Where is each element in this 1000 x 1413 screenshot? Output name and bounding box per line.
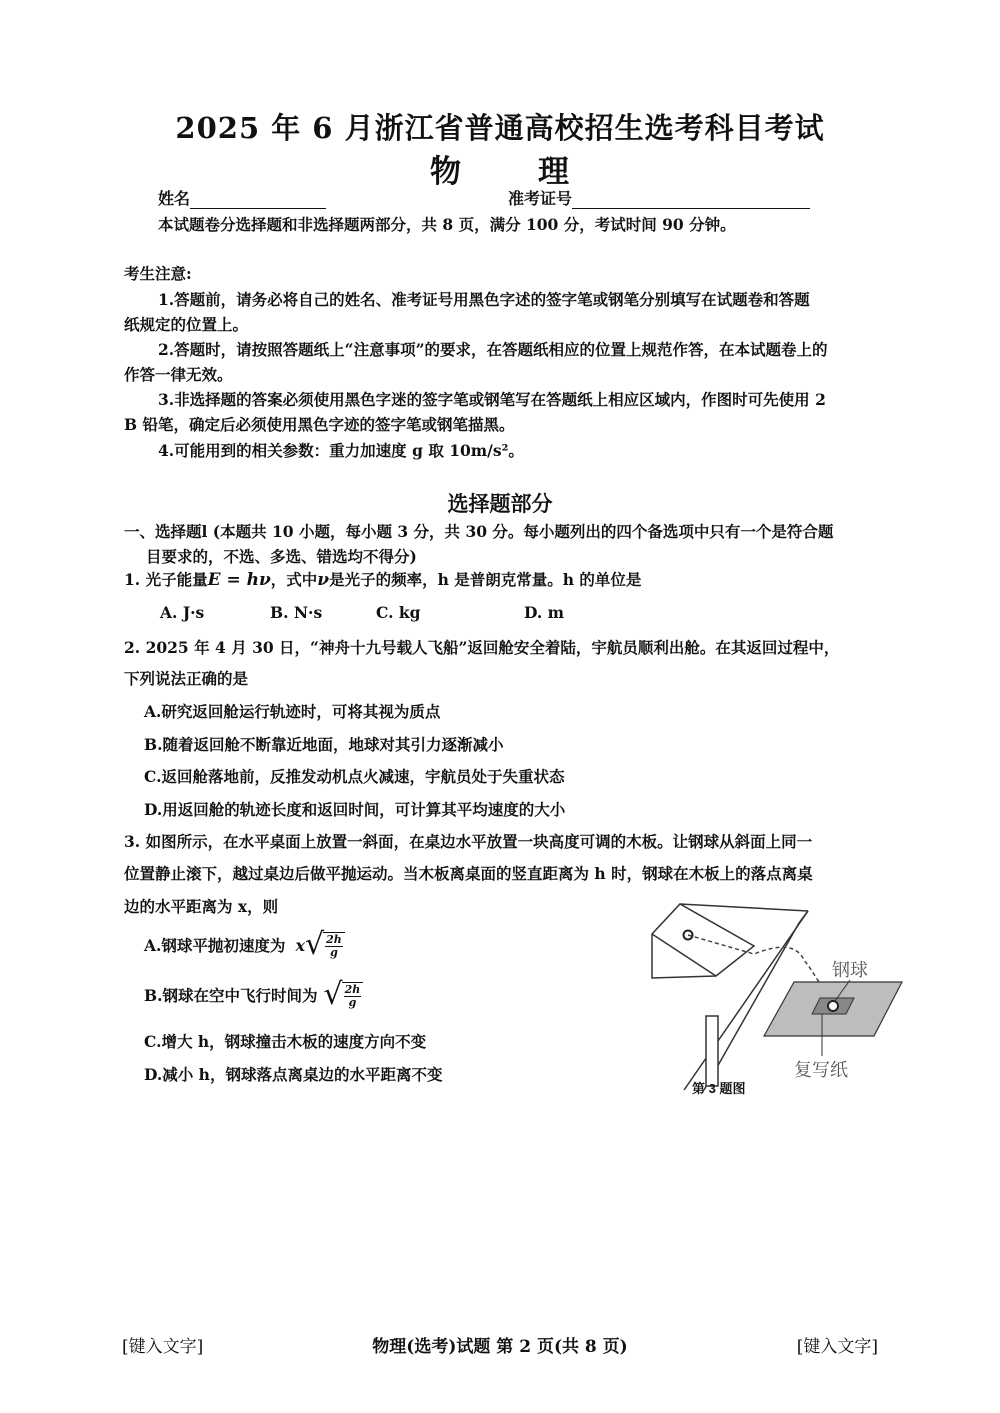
footer-page-info: 物理(选考)试题 第 2 页(共 8 页) xyxy=(372,1337,628,1357)
notice-heading: 考生注意: xyxy=(124,264,192,283)
section-heading: 选择题部分 xyxy=(447,491,553,516)
figure-caption: 第 3 题图 xyxy=(692,1081,746,1096)
id-field[interactable] xyxy=(508,186,810,209)
id-label: 准考证号 xyxy=(508,189,573,208)
name-field[interactable] xyxy=(158,186,326,209)
q1-prefix: 1. 光子能量 xyxy=(124,570,208,589)
question-2-stem-line2: 下列说法正确的是 xyxy=(124,669,249,688)
question-3-figure xyxy=(644,898,906,1104)
q2-option-d[interactable]: D.用返回舱的轨迹长度和返回时间，可计算其平均速度的大小 xyxy=(144,800,566,819)
ball-landing-icon xyxy=(828,1001,838,1011)
notice-item-4: 4.可能用到的相关参数：重力加速度 g 取 10m/s²。 xyxy=(158,441,524,460)
q1-option-c[interactable]: C. kg xyxy=(376,603,421,622)
notice-item-2-line1: 2.答题时，请按照答题纸上“注意事项”的要求，在答题纸相应的位置上规范作答，在本试题卷上的 xyxy=(158,340,828,359)
q3-option-a-sqrt: √ $\frac{2h}{g}$ xyxy=(305,930,345,960)
notice-item-1-line2: 纸规定的位置上。 xyxy=(124,315,249,334)
q1-option-a[interactable]: A. J·s xyxy=(160,603,205,622)
section-instruction-line1: 一、选择题l (本题共 10 小题，每小题 3 分，共 30 分。每小题列出的四个备选项中只有一个是符合题 xyxy=(124,522,834,541)
question-3-stem-line1: 3. 如图所示，在水平桌面上放置一斜面，在桌边水平放置一块高度可调的木板。让钢球从斜面上同一 xyxy=(124,832,813,851)
notice-item-2-line2: 作答一律无效。 xyxy=(124,365,233,384)
q3-option-b-sqrt: √ $\frac{2h}{g}$ xyxy=(324,980,364,1010)
exam-title: 2025 年 6 月浙江省普通高校招生选考科目考试 xyxy=(175,111,825,145)
section-instruction-line2: 目要求的，不选、多选、错选均不得分) xyxy=(146,547,417,566)
notice-item-3-line2: B 铅笔，确定后必须使用黑色字迹的签字笔或钢笔描黑。 xyxy=(124,415,515,434)
notice-item-3-line1: 3.非选择题的答案必须使用黑色字迷的签字笔或钢笔写在答题纸上相应区域内，作图时可先使用 2 xyxy=(158,390,826,409)
subject-char-1: 物 xyxy=(430,154,462,190)
exam-description: 本试题卷分选择题和非选择题两部分，共 8 页，满分 100 分，考试时间 90 分钟。 xyxy=(158,215,736,234)
q1-option-b[interactable]: B. N·s xyxy=(270,603,323,622)
q3-option-a-x: x xyxy=(295,935,305,955)
q3-option-a-text: A.钢球平抛初速度为 xyxy=(144,936,286,955)
q2-option-b[interactable]: B.随着返回舱不断靠近地面，地球对其引力逐渐减小 xyxy=(144,735,504,754)
q1-mid: ，式中 xyxy=(270,570,318,589)
table-corner xyxy=(799,911,808,923)
q1-option-d[interactable]: D. m xyxy=(524,603,565,622)
name-label: 姓名 xyxy=(158,189,191,208)
label-carbon-paper: 复写纸 xyxy=(794,1060,848,1081)
question-3-diagram xyxy=(644,898,906,1104)
label-ball: 钢球 xyxy=(832,960,868,981)
q3-option-c[interactable]: C.增大 h，钢球撞击木板的速度方向不变 xyxy=(144,1032,427,1051)
q3-option-b-denominator: g xyxy=(348,995,357,1009)
id-blank[interactable] xyxy=(572,192,810,209)
q3-option-d[interactable]: D.减小 h，钢球落点离桌边的水平距离不变 xyxy=(144,1065,443,1084)
q3-option-a-numerator: 2h xyxy=(326,932,342,946)
q1-nu: ν xyxy=(317,570,330,590)
q1-suffix: 是光子的频率，h 是普朗克常量。h 的单位是 xyxy=(329,570,642,589)
footer-left: [键入文字] xyxy=(122,1337,204,1357)
q3-option-b-numerator: 2h xyxy=(344,982,361,996)
question-3-stem-line2: 位置静止滚下，越过桌边后做平抛运动。当木板离桌面的竖直距离为 h 时，钢球在木板上的落点离桌 xyxy=(124,864,813,883)
subject-char-2: 理 xyxy=(538,154,570,190)
question-2-stem-line1: 2. 2025 年 4 月 30 日，“神舟十九号载人飞船”返回舱安全着陆，宇航员顺利出舱。在其返回过程中， xyxy=(124,638,840,657)
q3-option-b-text: B.钢球在空中飞行时间为 xyxy=(144,986,318,1005)
q3-option-a[interactable] xyxy=(144,927,345,962)
subject-title xyxy=(0,146,1000,191)
q1-formula: E = hν xyxy=(207,570,271,590)
q2-option-c[interactable]: C.返回舱落地前，反推发动机点火减速，宇航员处于失重状态 xyxy=(144,767,565,786)
name-blank[interactable] xyxy=(190,192,326,209)
notice-item-1-line1: 1.答题前，请务必将自己的姓名、准考证号用黑色字述的签字笔或钢笔分别填写在试题卷和答题 xyxy=(158,290,810,309)
q3-option-b[interactable] xyxy=(144,977,363,1012)
question-3-stem-line3: 边的水平距离为 x，则 xyxy=(124,897,279,916)
table-leg xyxy=(706,1016,718,1086)
footer-right: [键入文字] xyxy=(796,1337,878,1357)
q2-option-a[interactable]: A.研究返回舱运行轨迹时，可将其视为质点 xyxy=(144,702,441,721)
q3-option-a-denominator: g xyxy=(330,945,338,959)
question-1-stem xyxy=(124,568,641,590)
table-back-edge xyxy=(680,904,808,911)
